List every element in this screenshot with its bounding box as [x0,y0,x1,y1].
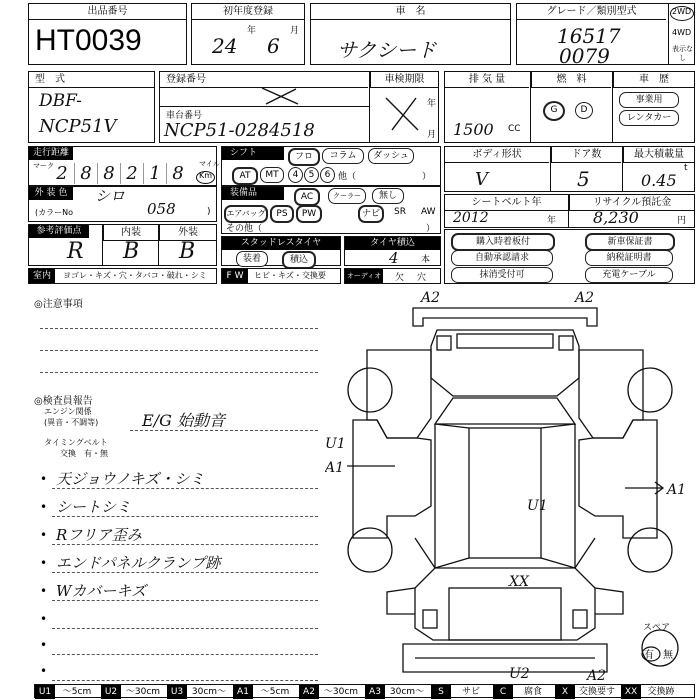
shift-dash: ダッシュ [368,148,414,164]
engine-value: E/G 始動音 [142,411,225,430]
mark-left-a1: A1 [325,460,345,476]
equip-none: 無し [372,188,404,204]
exterior-label: 外装 [159,225,216,241]
grade-value-2: 0079 [559,44,610,68]
shift-column: コラム [322,148,364,164]
car-name-box [310,3,511,65]
equip-other: その他（ [226,224,263,234]
displacement-value: 1500 [453,120,494,139]
tire-rear-left [348,528,392,572]
load-label: 最大積載量 [623,147,694,163]
legend-key: U3 [167,685,187,699]
displacement-box [444,71,695,143]
report-bullet: • [40,556,48,570]
body-value: V [475,169,488,190]
first-registration-box [191,3,305,65]
front-light-left [437,336,451,350]
shift-5: 5 [304,167,319,183]
load-divider [622,147,623,191]
doors-divider [550,147,551,191]
exterior-color-label: 外 装 色 [29,187,73,200]
equip-pw: PW [296,205,322,223]
mileage-digit: 1 [143,163,166,184]
studless-label: スタッドレスタイヤ [222,237,340,250]
caution-line-1 [40,328,318,329]
fuel-divider [530,72,531,142]
evaluation-box [28,224,217,266]
car-diagram [325,288,695,680]
shift-4: 4 [288,167,303,183]
audio-missing: 欠 [395,273,405,283]
right-front-fender [579,350,643,438]
model-type-value-1: DBF- [39,91,82,111]
fuel-gasoline: G [543,101,565,121]
color-number-label: (カラーNo [35,208,73,217]
month-unit: 月 [290,26,300,36]
room-text: ヨゴレ・キズ・穴・タバコ・破れ・シミ [63,271,207,280]
equip-cooler: クーラー [328,188,366,204]
report-bullet: • [40,612,48,626]
mileage-mark: マーク [33,162,54,170]
right-side [579,420,657,538]
chassis-label: 車台番号 [166,111,203,121]
mileage-digit: 8 [166,163,189,184]
doc-purchase: 購入時着板付 [451,233,555,251]
grade-label: グレード／類別型式 [517,4,666,20]
left-front-fender [367,350,431,438]
equipment-box [221,186,441,234]
legend-value: サビ [461,687,480,697]
tire-box [344,236,441,266]
mileage-label: 走行距離 [29,147,73,160]
doc-auto-approval: 自動承認請求 [451,250,553,266]
shift-other: 他（ [338,172,357,182]
shift-mt: MT [260,167,284,183]
documents-box [444,229,695,284]
lot-number-box [28,3,187,65]
interior-divider [102,225,103,265]
chassis-value: NCP51-0284518 [164,120,315,141]
rear-light-right [573,610,587,628]
tire-rear-right [628,528,672,572]
tire-front-left [348,368,392,412]
legend-value: 30cm～ [389,687,425,697]
mileage-digit: 8 [74,163,97,184]
report-bullet: • [40,528,48,542]
mileage-km: Km [199,171,213,180]
first-registration-label: 初年度登録 [192,4,304,20]
model-type-box [28,71,155,143]
legend-value: 交換要す [578,687,615,697]
mileage-unit: マイル [199,160,220,168]
caution-line-3 [40,372,318,373]
color-number-value: 058 [147,200,176,218]
report-item: 天ジョウノキズ・シミ [56,470,205,488]
inspection-divider [369,72,370,142]
report-bullet: • [40,472,48,486]
mark-left-u1: U1 [325,436,346,452]
lot-number-value: HT0039 [35,24,142,57]
legend-key: A1 [233,685,253,699]
legend-value: 交換跡 [647,687,675,697]
report-label: ◎検査員報告 [34,396,93,407]
fw-text: ヒビ・キズ・交換要 [254,271,326,280]
rear-area [415,568,595,640]
shift-box [221,146,441,186]
report-bullet: • [40,584,48,598]
recycle-label: リサイクル預託金 [569,195,694,211]
rear-door [449,588,561,640]
studless-box [221,236,341,266]
model-type-label: 型 式 [29,72,154,88]
left-side [353,420,431,538]
exterior-divider [158,225,159,265]
history-label: 車 歴 [613,72,694,88]
audio-label: オーディオ [345,269,383,283]
legend-key: U1 [35,685,55,699]
shift-6: 6 [320,167,335,183]
shift-floor: フロ [288,148,320,166]
equip-ps: PS [270,205,294,223]
doc-cable: 充電ケーブル [585,267,673,283]
front-grille [457,334,553,348]
body-label: ボディ形状 [445,147,549,163]
mark-front-left: A2 [421,290,441,306]
report-item: エンドパネルクランプ跡 [56,554,221,572]
mileage-digits [51,159,191,185]
tire-front-right [628,368,672,412]
doc-warranty: 新車保証書 [585,233,675,251]
load-unit: t [684,163,688,173]
load-value: 0.45 [641,171,677,190]
legend-key: S [431,685,451,699]
windshield [435,398,575,424]
year-unit: 年 [247,26,257,36]
report-line [52,654,318,655]
timing-label: タイミングベルト [44,438,108,447]
shift-at: AT [232,167,258,185]
tire-label: タイヤ積込 [345,237,440,250]
legend-key: A2 [299,685,319,699]
model-type-value-2: NCP51V [39,116,117,137]
front-light-right [559,336,573,350]
color-number-close: ) [207,207,211,217]
rear-light-left [423,610,437,628]
recycle-unit: 円 [677,216,687,226]
inspection-month-unit: 月 [427,130,437,140]
front-bumper [413,308,597,326]
equip-other-close: ） [426,224,436,234]
equipment-label: 装備品 [222,187,284,200]
shift-label: シフト [222,147,284,160]
caution-line-2 [40,350,318,351]
interior-label: 内装 [103,225,158,241]
lot-number-label: 出品番号 [29,4,186,20]
car-name-value: サクシード [337,38,437,62]
drive-column [668,4,696,64]
engine-line [130,430,318,431]
history-business: 事業用 [619,92,679,108]
mark-center-u1: U1 [527,498,548,514]
damage-legend [34,684,695,698]
mileage-box [28,146,220,186]
evaluation-value: R [67,239,84,264]
mark-right-a1: A1 [667,482,687,498]
room-label: 室内 [29,269,55,283]
mileage-digit: 2 [120,163,143,184]
displacement-label: 排 気 量 [445,72,529,88]
history-rental: レンタカー [619,110,679,126]
mark-rear-xx: XX [509,574,529,590]
timing-sub: 交換 有・無 [60,449,108,458]
spare-no: 無 [663,650,673,661]
doc-cancel: 抹消受付可 [451,267,553,283]
displacement-unit: CC [508,124,521,134]
fuel-label: 燃 料 [531,72,611,88]
grade-value-1: 16517 [557,24,621,48]
equip-sr: SR [394,207,406,217]
equip-navi: ナビ [358,205,384,223]
exterior-color-box [28,186,217,222]
interior-value: B [123,239,140,264]
drive-4wd: 4WD [672,28,692,37]
tire-value: 4 [389,249,399,267]
spare-label: スペア [643,623,671,633]
studless-installed: 装着 [236,251,268,267]
evaluation-label: 参考評価点 [29,225,89,238]
doors-value: 5 [577,167,590,191]
body-box [444,146,695,192]
registration-cross [260,86,302,106]
legend-value: ～30cm [323,687,359,697]
mileage-digit: 2 [56,163,68,184]
engine-sub: (異音・不調等) [44,418,99,427]
drive-none: 表示なし [672,45,693,62]
history-divider [612,72,613,142]
hood [431,330,579,396]
recycle-value: 8,230 [593,208,639,227]
registration-label: 登録番号 [160,72,368,88]
audio-box [344,268,441,284]
exterior-value: B [179,239,196,264]
report-bullet: • [40,664,48,678]
studless-loaded: 積込 [282,251,316,269]
year-value: 24 [212,34,238,58]
engine-label: エンジン関係 [44,407,92,416]
doors-label: ドア数 [551,147,621,163]
equip-airbag: エアバッグ [224,205,268,223]
report-bullet: • [40,638,48,652]
spare-yes: 有 [644,650,654,661]
report-item: Rフリア歪み [56,526,142,544]
inspection-year-unit: 年 [427,99,437,109]
seatbelt-value: 2012 [453,210,489,226]
legend-key: A3 [365,685,385,699]
fuel-diesel: D [575,102,593,119]
legend-key: C [493,685,513,699]
legend-value: ～5cm [62,687,92,697]
report-item: シートシミ [56,498,132,516]
seatbelt-unit: 年 [547,216,557,226]
grade-box [516,3,695,68]
equip-aw: AW [421,207,436,217]
legend-key: X [555,685,575,699]
fw-box [221,268,341,284]
fw-label: F W [222,269,248,283]
report-item: Wカバーキズ [56,582,147,600]
legend-value: ～30cm [125,687,161,697]
mark-front-right: A2 [575,290,595,306]
mileage-digit: 8 [97,163,120,184]
mark-rear-u2: U2 [509,666,530,680]
tire-unit: 本 [421,255,431,265]
doc-tax: 納税証明書 [585,250,673,266]
legend-key: XX [621,685,641,699]
exterior-color-value: シロ [95,187,126,205]
legend-value: 腐食 [523,687,542,697]
chassis-divider [160,106,369,107]
mark-rear-a2: A2 [587,668,607,680]
roof [469,428,541,558]
month-value: 6 [267,34,280,58]
seatbelt-box [444,194,695,228]
equip-ac: AC [294,188,320,206]
inspection-cross [382,94,422,134]
shift-other-close: ） [422,172,432,182]
car-name-label: 車 名 [311,4,510,20]
legend-value: ～5cm [260,687,290,697]
report-line [52,628,318,629]
room-box [28,268,217,284]
legend-value: 30cm～ [191,687,227,697]
registration-box [159,71,439,143]
drive-2wd: 2WD [672,7,692,16]
inspection-label: 車検期限 [370,72,438,88]
report-bullet: • [40,500,48,514]
seatbelt-label: シートベルト年 [445,195,568,211]
report-line [52,680,318,681]
recycle-divider [568,195,569,227]
audio-hole: 穴 [417,273,427,283]
legend-key: U2 [101,685,121,699]
caution-label: ◎注意事項 [34,299,83,310]
